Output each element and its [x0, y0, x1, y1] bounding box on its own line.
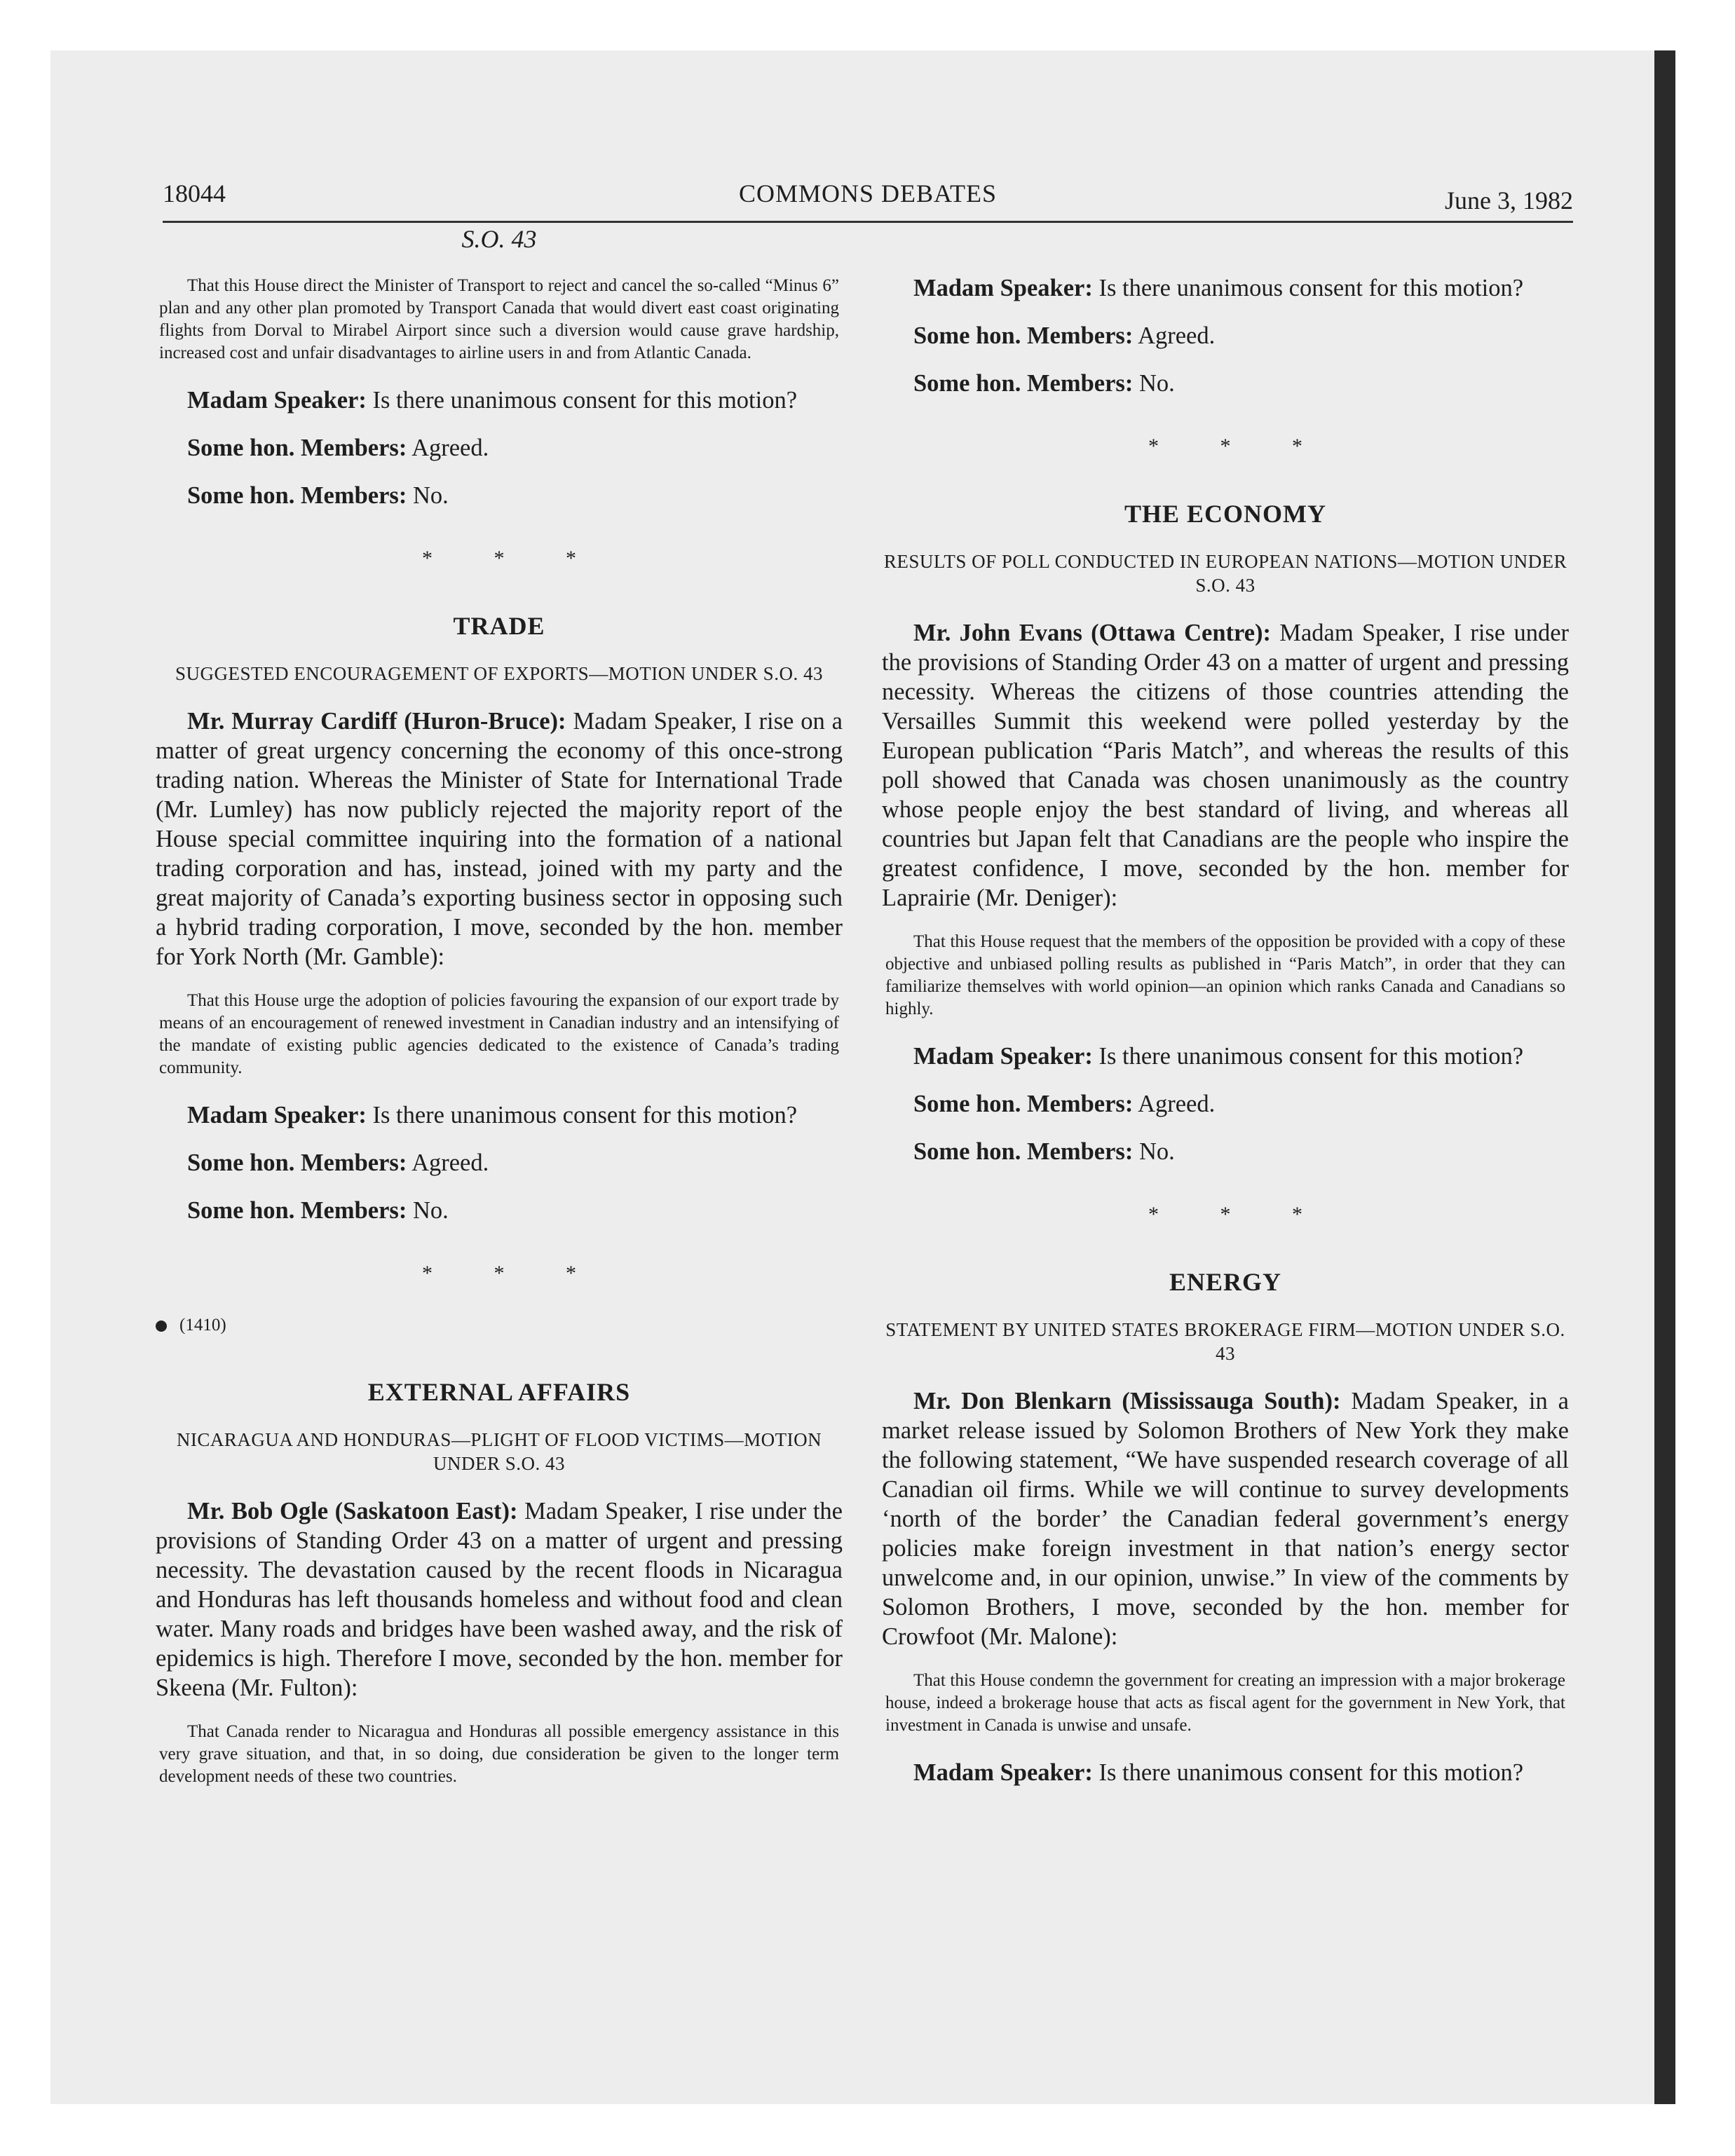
reply-text: Agreed.	[407, 435, 489, 461]
reply-text: Agreed.	[407, 1149, 489, 1176]
speech-paragraph	[156, 1496, 843, 1703]
speaker-name: Mr. Murray Cardiff (Huron-Bruce):	[187, 708, 566, 735]
motion-text: That this House direct the Minister of Transport to reject and cancel the so-called “Minus 6” plan and any other plan promoted by Transport Canada that would divert east coast originating flights from Dorval to Mirabel Airport since such a diversion would cause grave hardship, increased cost and unfair disadvantages to airline users in and from Atlantic Canada.	[159, 276, 839, 362]
section-subheading: SUGGESTED ENCOURAGEMENT OF EXPORTS—MOTION UNDER S.O. 43	[175, 663, 823, 684]
speaker-name: Madam Speaker:	[187, 387, 367, 414]
reply-text: No.	[1133, 1138, 1175, 1165]
section-separator: * * *	[422, 1262, 604, 1285]
speech-text: Is there unanimous consent for this motion?	[1092, 1043, 1524, 1070]
speech-text: Madam Speaker, I rise under the provisions of Standing Order 43 on a matter of urgent and pressing necessity. Whereas the citizens of those countries attending the Versailles Summit this weekend were polled yesterday by the European publication “Paris Match”, and whereas the results of this poll showed that Canada was chosen unanimously as the country whose people enjoy the best standard of living, and whereas all countries but Japan felt that Canadians are the people who inspire the greatest confidence, I move, seconded by the hon. member for Laprairie (Mr. Deniger):	[882, 620, 1569, 911]
motion-text: That this House request that the members of the opposition be provided with a copy of these objective and unbiased polling results as published in “Paris Match”, in order that they can familiarize themselves with world opinion—an opinion which ranks Canada and Canadians so highly.	[885, 932, 1565, 1018]
section-separator: * * *	[1148, 435, 1331, 458]
speech-paragraph	[882, 1386, 1569, 1651]
page-date: June 3, 1982	[1445, 186, 1573, 214]
members-reply	[882, 369, 1569, 398]
speaker-name: Madam Speaker:	[913, 1043, 1093, 1070]
section-subheading: STATEMENT BY UNITED STATES BROKERAGE FIRM—MOTION UNDER S.O. 43	[885, 1319, 1565, 1364]
speech-text: Is there unanimous consent for this motion?	[366, 1102, 798, 1128]
speech-text: Madam Speaker, I rise on a matter of great urgency concerning the economy of this once-strong trading nation. Whereas the Minister of State for International Trade (Mr. Lumley) has now publicly rejected the majority report of the House special committee inquiring into the formation of a national trading corporation and has, instead, joined with my party and the great majority of Canada’s exporting business sector in opposing such a hybrid trading corporation, I move, seconded by the hon. member for York North (Mr. Gamble):	[156, 708, 843, 970]
reply-text: Agreed.	[1133, 1091, 1216, 1117]
bullet-icon	[156, 1321, 167, 1332]
running-head: COMMONS DEBATES	[738, 179, 998, 207]
speaker-question	[882, 273, 1569, 303]
section-subheading: RESULTS OF POLL CONDUCTED IN EUROPEAN NATIONS—MOTION UNDER S.O. 43	[883, 551, 1567, 596]
speaker-name: Some hon. Members:	[187, 435, 407, 461]
members-reply	[156, 481, 843, 510]
speaker-name: Mr. Don Blenkarn (Mississauga South):	[913, 1388, 1341, 1414]
speaker-name: Some hon. Members:	[913, 370, 1134, 397]
so-label: S.O. 43	[461, 225, 537, 253]
speaker-name: Some hon. Members:	[913, 1091, 1134, 1117]
scan-edge-shadow	[1654, 50, 1675, 2104]
page-header	[163, 179, 1573, 223]
speaker-name: Madam Speaker:	[913, 1759, 1093, 1786]
section-heading: ENERGY	[1169, 1268, 1282, 1296]
reply-text: No.	[407, 1197, 449, 1224]
section-separator: * * *	[422, 547, 604, 570]
motion-text: That Canada render to Nicaragua and Honduras all possible emergency assistance in this very grave situation, and that, in so doing, due consideration be given to the longer term development needs of these two countries.	[159, 1722, 839, 1786]
reply-text: No.	[1133, 370, 1175, 397]
speech-text: Madam Speaker, in a market release issued by Solomon Brothers of New York they make the following statement, “We have suspended research coverage of all Canadian oil firms. While we will continue to survey developments ‘north of the border’ the Canadian federal government’s energy policies make foreign investment in that nation’s energy sector unwelcome and, in our opinion, unwise.” In view of the comments by Solomon Brothers, I move, seconded by the hon. member for Crowfoot (Mr. Malone):	[882, 1388, 1569, 1650]
speech-text: Madam Speaker, I rise under the provisions of Standing Order 43 on a matter of urgent and pressing necessity. The devastation caused by the recent floods in Nicaragua and Honduras has left thousands homeless and without food and clean water. Many roads and bridges have been washed away, and the risk of epidemics is high. Therefore I move, seconded by the hon. member for Skeena (Mr. Fulton):	[156, 1498, 843, 1701]
speaker-name: Some hon. Members:	[913, 322, 1134, 349]
left-column	[156, 224, 843, 1809]
reply-text: No.	[407, 482, 449, 509]
speaker-name: Mr. John Evans (Ottawa Centre):	[913, 620, 1272, 646]
speaker-name: Madam Speaker:	[187, 1102, 367, 1128]
speaker-name: Mr. Bob Ogle (Saskatoon East):	[187, 1498, 518, 1524]
speaker-name: Madam Speaker:	[913, 275, 1093, 301]
section-heading: EXTERNAL AFFAIRS	[367, 1378, 631, 1406]
speech-text: Is there unanimous consent for this motion?	[366, 387, 798, 414]
members-reply	[156, 1148, 843, 1178]
members-reply	[882, 1089, 1569, 1119]
section-heading: TRADE	[453, 612, 545, 640]
speaker-question	[882, 1042, 1569, 1071]
speaker-question	[156, 1100, 843, 1130]
section-separator: * * *	[1148, 1203, 1331, 1226]
speaker-question	[156, 386, 843, 415]
members-reply	[156, 1196, 843, 1225]
section-heading: THE ECONOMY	[1124, 500, 1326, 528]
page-number: 18044	[163, 179, 226, 207]
speech-paragraph	[156, 707, 843, 971]
motion-text: That this House urge the adoption of policies favouring the expansion of our export trade by means of an encouragement of renewed investment in Canadian industry and an intensifying of the mandate of existing public agencies dedicated to the existence of Canada’s trading community.	[159, 991, 839, 1077]
section-subheading: NICARAGUA AND HONDURAS—PLIGHT OF FLOOD VICTIMS—MOTION UNDER S.O. 43	[176, 1429, 822, 1474]
speech-text: Is there unanimous consent for this motion?	[1092, 275, 1524, 301]
time-marker	[156, 1316, 843, 1335]
speaker-name: Some hon. Members:	[187, 1197, 407, 1224]
speech-paragraph	[882, 618, 1569, 913]
speech-text: Is there unanimous consent for this motion?	[1092, 1759, 1524, 1786]
right-column	[882, 224, 1569, 1806]
members-reply	[156, 433, 843, 463]
members-reply	[882, 1137, 1569, 1166]
motion-text: That this House condemn the government for creating an impression with a major brokerage house, indeed a brokerage house that acts as fiscal agent for the government in New York, that investment in Canada is unwise and unsafe.	[885, 1671, 1565, 1735]
reply-text: Agreed.	[1133, 322, 1216, 349]
speaker-name: Some hon. Members:	[187, 1149, 407, 1176]
speaker-name: Some hon. Members:	[913, 1138, 1134, 1165]
members-reply	[882, 321, 1569, 350]
speaker-question	[882, 1758, 1569, 1787]
time-marker-text: (1410)	[179, 1316, 226, 1335]
speaker-name: Some hon. Members:	[187, 482, 407, 509]
